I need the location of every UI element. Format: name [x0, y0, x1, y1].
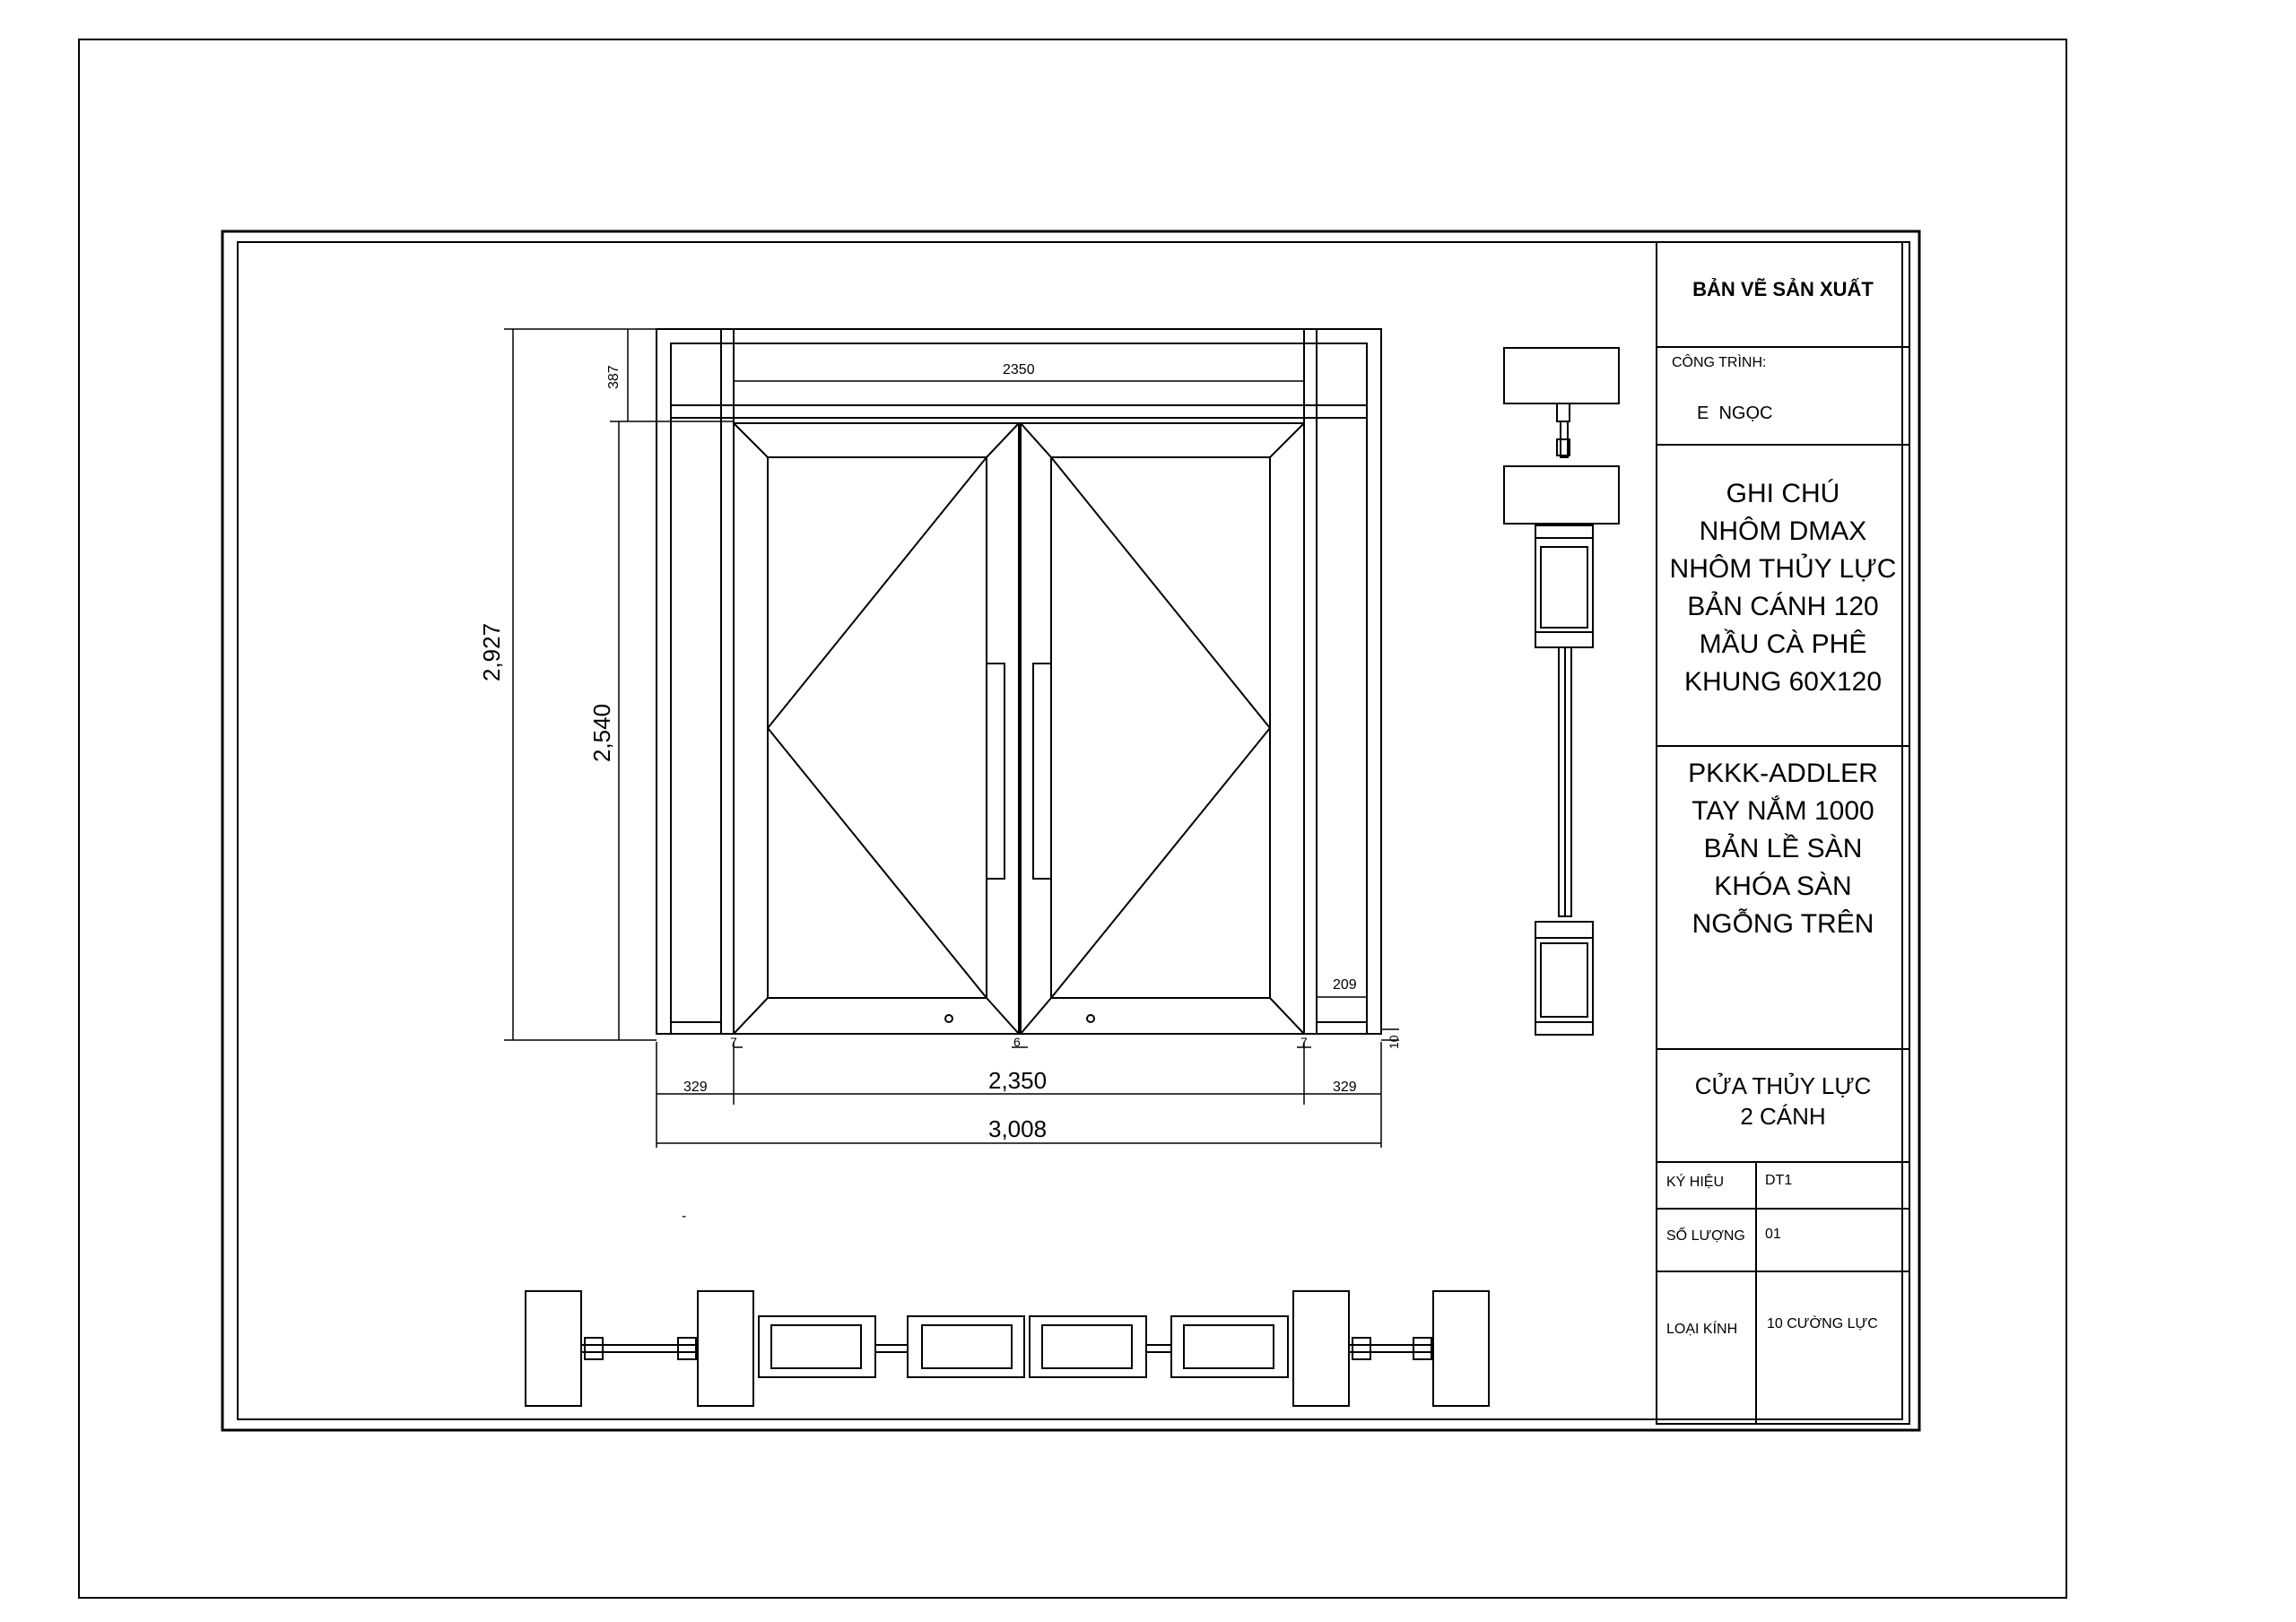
note-line: NHÔM DMAX: [1699, 516, 1867, 546]
notes-block: [1657, 475, 1909, 701]
project-label: CÔNG TRÌNH:: [1672, 355, 1767, 370]
sidelight-inner-label: 209: [1333, 977, 1357, 993]
total-width-label: 3,008: [988, 1115, 1048, 1142]
product-block: [1657, 1071, 1909, 1132]
note-line: GHI CHÚ: [1726, 479, 1840, 508]
accessory-line: KHÓA SÀN: [1714, 872, 1852, 901]
accessory-line: NGỖNG TRÊN: [1692, 909, 1874, 939]
note-line: BẢN CÁNH 120: [1687, 592, 1879, 621]
note-line: MẦU CÀ PHÊ: [1699, 629, 1867, 659]
row-label-glass: LOẠI KÍNH: [1666, 1322, 1738, 1337]
accessory-line: PKKK-ADDLER: [1688, 759, 1878, 788]
row-label-symbol: KÝ HIỆU: [1666, 1175, 1725, 1190]
gap-left-label: 7: [730, 1035, 737, 1049]
note-line: NHÔM THỦY LỰC: [1669, 554, 1897, 584]
transom-height-label: 387: [606, 365, 622, 389]
stray-mark: -: [682, 1209, 687, 1224]
accessory-line: TAY NẮM 1000: [1692, 796, 1874, 826]
door-height-label: 2,540: [588, 703, 615, 762]
door-elevation: [657, 329, 1381, 1034]
project-name: E NGỌC: [1697, 403, 1773, 423]
total-height-label: 2,927: [478, 622, 505, 681]
row-value-glass: 10 CƯỜNG LỰC: [1767, 1316, 1878, 1331]
side-left-label: 329: [683, 1080, 708, 1095]
product-line: CỬA THỦY LỰC: [1694, 1072, 1872, 1099]
row-value-symbol: DT1: [1765, 1173, 1793, 1188]
dimension-lines: [504, 329, 1399, 1148]
gap-right-label: 7: [1300, 1035, 1308, 1049]
gap-center-label: 6: [1013, 1035, 1021, 1049]
product-line: 2 CÁNH: [1740, 1103, 1826, 1130]
row-value-quantity: 01: [1765, 1227, 1781, 1242]
row-label-quantity: SỐ LƯỢNG: [1666, 1228, 1745, 1244]
accessory-line: BẢN LỀ SÀN: [1703, 834, 1863, 863]
note-line: KHUNG 60X120: [1683, 667, 1883, 697]
accessories-block: [1657, 755, 1909, 943]
horizontal-section: [526, 1291, 1489, 1406]
bottom-gap-label: 10: [1387, 1035, 1401, 1049]
top-inner-width-label: 2350: [1003, 362, 1035, 377]
side-right-label: 329: [1333, 1080, 1357, 1095]
door-width-label: 2,350: [988, 1067, 1048, 1094]
vertical-section: [1504, 348, 1619, 1035]
drawing-type: BẢN VẼ SẢN XUẤT: [1692, 278, 1874, 300]
